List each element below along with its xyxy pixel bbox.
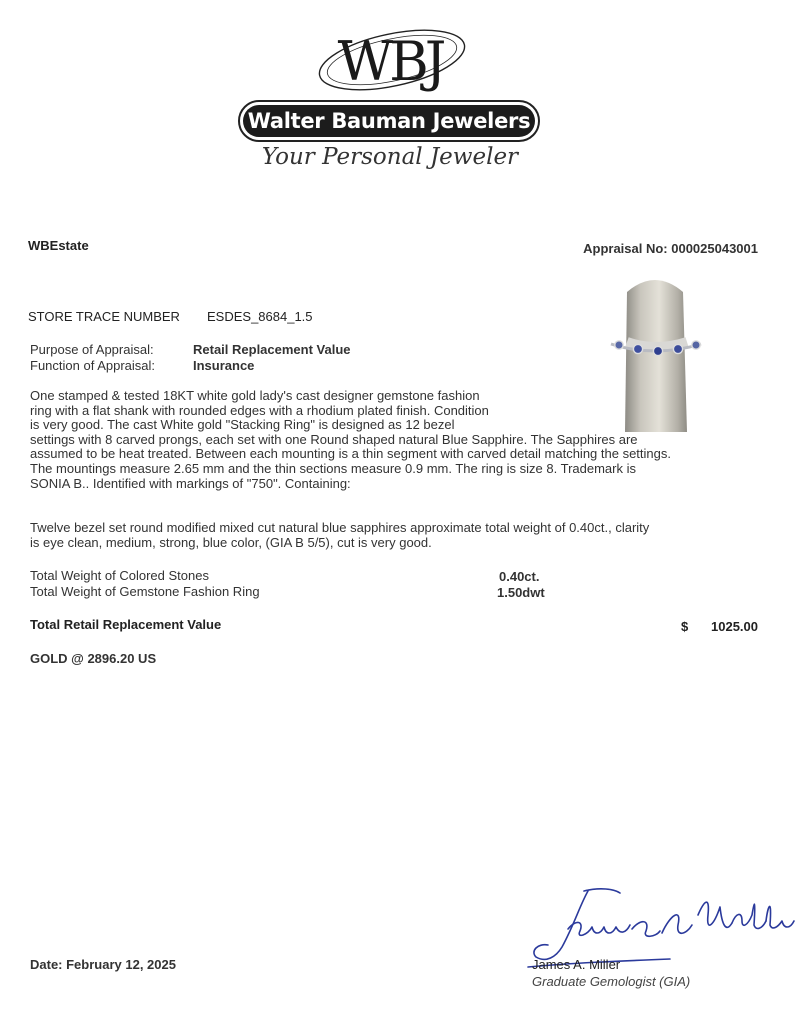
colored-stones-label: Total Weight of Colored Stones	[30, 568, 209, 583]
signer-name: James A. Miller	[532, 957, 621, 972]
description-line: settings with 8 carved prongs, each set with one Round shaped natural Blue Sapphire. The Sapphires are	[30, 431, 638, 447]
brand-name-banner	[238, 100, 540, 142]
ring-weight-value: 1.50dwt	[497, 585, 545, 600]
retail-total-label: Total Retail Replacement Value	[30, 617, 222, 632]
purpose-value: Retail Replacement Value	[193, 342, 351, 357]
retail-total-value: 1025.00	[711, 619, 758, 634]
description-line: SONIA B.. Identified with markings of "750". Containing:	[30, 475, 351, 491]
tagline: Your Personal Jeweler	[261, 144, 519, 170]
ring-weight-label: Total Weight of Gemstone Fashion Ring	[30, 584, 260, 599]
description-line: The mountings measure 2.65 mm and the thin sections measure 0.9 mm. The ring is size 8. Trademark is	[30, 460, 636, 476]
item-description	[30, 389, 770, 491]
function-label: Function of Appraisal:	[30, 358, 156, 373]
colored-stones-value: 0.40ct.	[499, 569, 540, 584]
function-value: Insurance	[193, 358, 255, 373]
store-trace-value: ESDES_8684_1.5	[207, 309, 313, 324]
description-line: assumed to be heat treated. Between each mounting is a thin segment with carved detail matching the settings.	[30, 446, 671, 462]
wbj-monogram-logo	[300, 18, 480, 98]
description-line: ring with a flat shank with rounded edges with a rhodium plated finish. Condition	[30, 402, 489, 418]
currency-symbol: $	[681, 619, 689, 634]
appraisal-number: Appraisal No: 000025043001	[583, 241, 758, 256]
description-line: One stamped & tested 18KT white gold lady's cast designer gemstone fashion	[30, 388, 480, 403]
appraisal-date: Date: February 12, 2025	[30, 957, 176, 972]
stones-line: is eye clean, medium, strong, blue color, (GIA B 5/5), cut is very good.	[30, 534, 432, 550]
client-name: WBEstate	[28, 238, 89, 253]
description-line: is very good. The cast White gold "Stacking Ring" is designed as 12 bezel	[30, 417, 455, 433]
logo-monogram-text: WBJ	[337, 30, 443, 93]
brand-name: Walter Bauman Jewelers	[243, 105, 535, 137]
store-trace-label: STORE TRACE NUMBER	[28, 309, 180, 324]
stones-line: Twelve bezel set round modified mixed cut natural blue sapphires approximate total weight of 0.40ct., clarity	[30, 520, 650, 535]
stones-description	[30, 521, 770, 550]
gold-price: GOLD @ 2896.20 US	[30, 651, 157, 666]
signer-title: Graduate Gemologist (GIA)	[532, 974, 691, 989]
purpose-label: Purpose of Appraisal:	[30, 342, 154, 357]
